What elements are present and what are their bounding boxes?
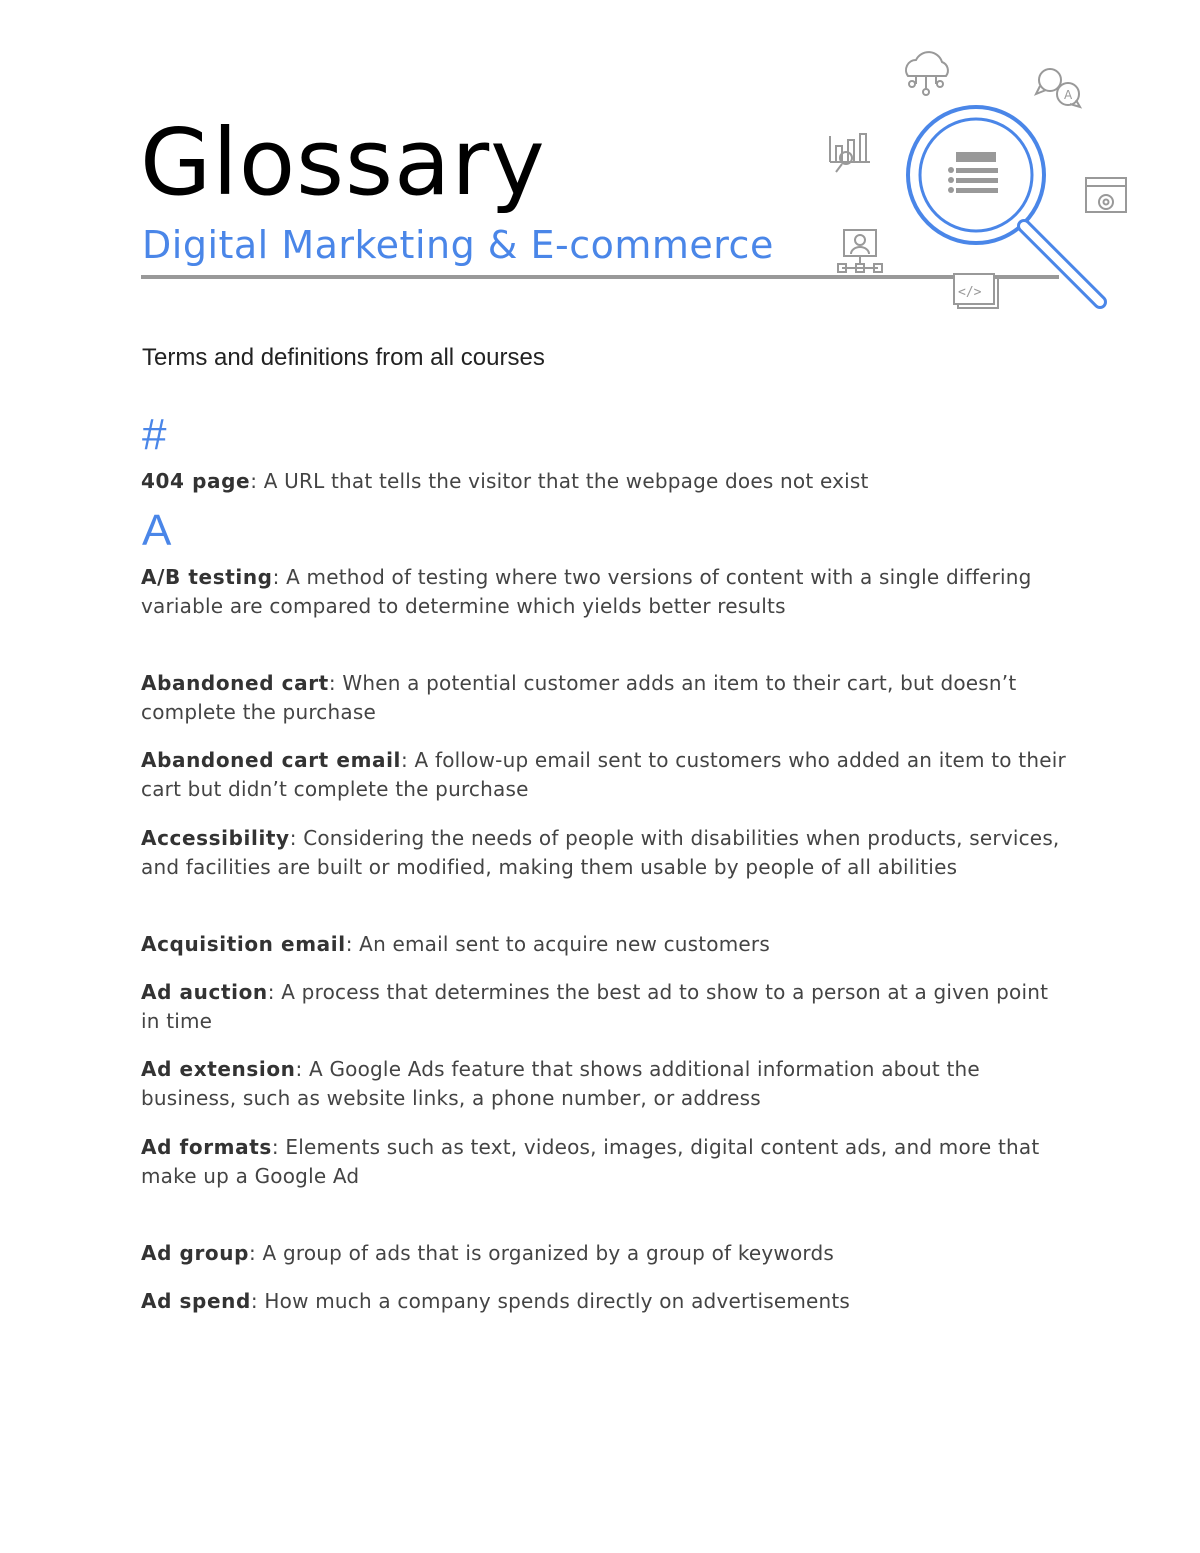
entry-term: 404 page: [141, 469, 251, 493]
glossary-entry: [141, 563, 1071, 621]
entry-definition: : An email sent to acquire new customers: [345, 932, 770, 956]
entry-definition: : A method of testing where two versions of content with a single differing variable are compared to determine which yields better results: [141, 565, 1032, 618]
svg-text:A: A: [1064, 88, 1073, 102]
entry-definition: : A Google Ads feature that shows additional information about the business, such as website links, a phone number, or address: [141, 1057, 980, 1110]
section-heading-a: A: [142, 506, 172, 555]
user-network-icon: [838, 230, 882, 272]
entry-term: Acquisition email: [141, 932, 346, 956]
page-title: Glossary: [140, 109, 546, 216]
bar-chart-icon: [830, 134, 870, 172]
entry-term: Ad spend: [141, 1289, 251, 1313]
entry-term: Ad group: [141, 1241, 250, 1265]
entry-term: A/B testing: [141, 565, 273, 589]
entry-definition: : Elements such as text, videos, images, digital content ads, and more that make up a Google Ad: [141, 1135, 1040, 1188]
header-illustration: [820, 40, 1140, 320]
svg-text:</>: </>: [958, 285, 982, 300]
entry-definition: : A URL that tells the visitor that the webpage does not exist: [250, 469, 869, 493]
intro-text: Terms and definitions from all courses: [142, 344, 545, 371]
entry-term: Ad auction: [141, 980, 268, 1004]
glossary-entry: [141, 669, 1071, 727]
section-heading-hash: #: [142, 410, 167, 459]
entry-definition: : When a potential customer adds an item to their cart, but doesn’t complete the purchase: [141, 671, 1017, 724]
entry-definition: : A group of ads that is organized by a group of keywords: [249, 1241, 835, 1265]
entry-definition: : How much a company spends directly on advertisements: [250, 1289, 851, 1313]
chat-bubbles-icon: [1036, 69, 1080, 107]
cloud-network-icon: [906, 52, 948, 95]
glossary-entry: [141, 930, 1071, 959]
page-subtitle: Digital Marketing & E-commerce: [142, 223, 774, 267]
glossary-entry: [141, 1287, 1071, 1316]
glossary-entry: [141, 978, 1071, 1036]
entry-term: Ad formats: [141, 1135, 272, 1159]
glossary-entry: [141, 824, 1071, 882]
glossary-entry: [141, 1055, 1071, 1113]
entry-term: Ad extension: [141, 1057, 296, 1081]
entry-definition: : A process that determines the best ad to show to a person at a given point in time: [141, 980, 1049, 1033]
glossary-entry: [141, 746, 1071, 804]
settings-window-icon: [1086, 178, 1126, 212]
entry-term: Abandoned cart email: [141, 748, 402, 772]
entry-term: Abandoned cart: [141, 671, 329, 695]
code-window-icon: [954, 274, 998, 308]
magnifying-glass-icon: [908, 107, 1100, 302]
glossary-entry: [141, 1239, 1071, 1268]
glossary-entry: [141, 467, 1071, 496]
entry-definition: : A follow-up email sent to customers who added an item to their cart but didn’t complete the purchase: [141, 748, 1066, 801]
entry-definition: : Considering the needs of people with disabilities when products, services, and facilities are built or modified, making them usable by people of all abilities: [141, 826, 1060, 879]
entry-term: Accessibility: [141, 826, 290, 850]
glossary-entry: [141, 1133, 1071, 1191]
